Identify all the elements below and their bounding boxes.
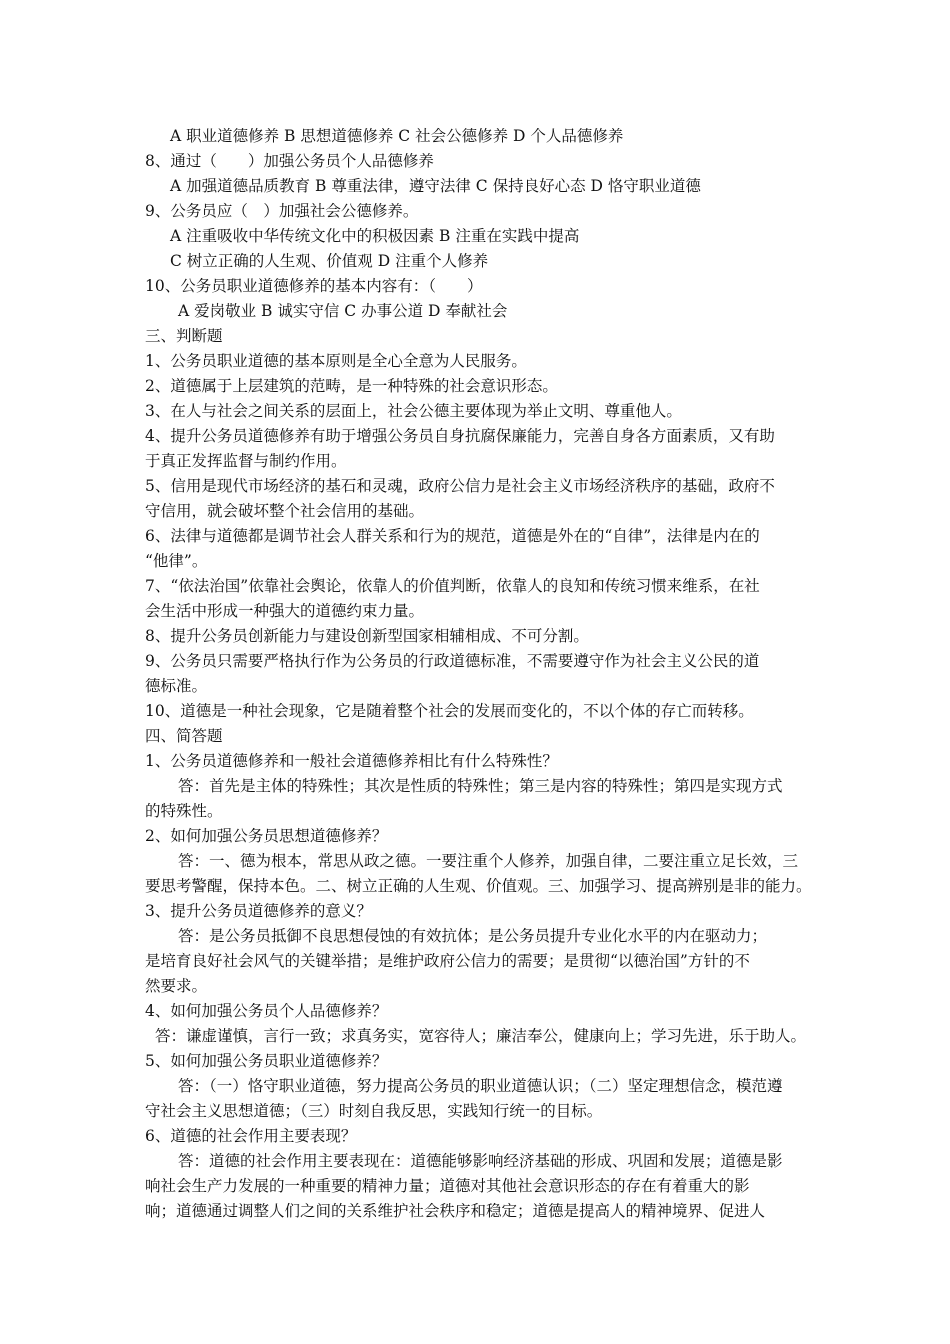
option-line-q8: A 加强道德品质教育 B 尊重法律，遵守法律 C 保持良好心态 D 恪守职业道德 <box>170 177 701 195</box>
section-heading-judgement: 三、判断题 <box>145 327 223 345</box>
answer-1-line2: 的特殊性。 <box>145 802 223 820</box>
judgement-9-line1: 9、公务员只需要严格执行作为公务员的行政道德标准，不需要遵守作为社会主义公民的道 <box>145 652 760 670</box>
answer-2-line2: 要思考警醒，保持本色。二、树立正确的人生观、价值观。三、加强学习、提高辨别是非的能力。 <box>145 877 812 895</box>
question-9: 9、公务员应（ ）加强社会公德修养。 <box>145 202 419 220</box>
answer-5-line2: 守社会主义思想道德；（三）时刻自我反思，实践知行统一的目标。 <box>145 1102 603 1120</box>
judgement-7-line1: 7、“依法治国”依靠社会舆论，依靠人的价值判断，依靠人的良知和传统习惯来维系，在社 <box>145 577 760 595</box>
judgement-6-line2: “他律”。 <box>145 552 208 570</box>
judgement-1: 1、公务员职业道德的基本原则是全心全意为人民服务。 <box>145 352 527 370</box>
short-question-4: 4、如何加强公务员个人品德修养？ <box>145 1002 388 1020</box>
short-question-1: 1、公务员道德修养和一般社会道德修养相比有什么特殊性？ <box>145 752 558 770</box>
option-line-q9-1: A 注重吸收中华传统文化中的积极因素 B 注重在实践中提高 <box>170 227 580 245</box>
answer-4: 答：谦虚谨慎，言行一致；求真务实，宽容待人；廉洁奉公，健康向上；学习先进，乐于助人。 <box>155 1027 807 1045</box>
judgement-5-line2: 守信用，就会破坏整个社会信用的基础。 <box>145 502 425 520</box>
answer-5-line1: 答：（一）恪守职业道德，努力提高公务员的职业道德认识；（二）坚定理想信念，模范遵 <box>178 1077 783 1095</box>
question-8: 8、通过（ ）加强公务员个人品德修养 <box>145 152 434 170</box>
option-line-q9-2: C 树立正确的人生观、价值观 D 注重个人修养 <box>170 252 489 270</box>
option-line-q10: A 爱岗敬业 B 诚实守信 C 办事公道 D 奉献社会 <box>178 302 508 320</box>
judgement-10: 10、道德是一种社会现象，它是随着整个社会的发展而变化的，不以个体的存亡而转移。 <box>145 702 754 720</box>
short-question-2: 2、如何加强公务员思想道德修养？ <box>145 827 388 845</box>
answer-6-line1: 答：道德的社会作用主要表现在：道德能够影响经济基础的形成、巩固和发展；道德是影 <box>178 1152 783 1170</box>
answer-2-line1: 答：一、德为根本，常思从政之德。一要注重个人修养，加强自律，二要注重立足长效，三 <box>178 852 799 870</box>
short-question-6: 6、道德的社会作用主要表现？ <box>145 1127 357 1145</box>
answer-1-line1: 答：首先是主体的特殊性；其次是性质的特殊性；第三是内容的特殊性；第四是实现方式 <box>178 777 783 795</box>
answer-6-line2: 响社会生产力发展的一种重要的精神力量；道德对其他社会意识形态的存在有着重大的影 <box>145 1177 750 1195</box>
section-heading-short-answer: 四、简答题 <box>145 727 223 745</box>
short-question-5: 5、如何加强公务员职业道德修养？ <box>145 1052 388 1070</box>
judgement-7-line2: 会生活中形成一种强大的道德约束力量。 <box>145 602 425 620</box>
judgement-4-line1: 4、提升公务员道德修养有助于增强公务员自身抗腐保廉能力，完善自身各方面素质，又有助 <box>145 427 775 445</box>
judgement-9-line2: 德标准。 <box>145 677 208 695</box>
judgement-6-line1: 6、法律与道德都是调节社会人群关系和行为的规范，道德是外在的“自律”，法律是内在的 <box>145 527 760 545</box>
short-question-3: 3、提升公务员道德修养的意义？ <box>145 902 372 920</box>
option-line-q7: A 职业道德修养 B 思想道德修养 C 社会公德修养 D 个人品德修养 <box>170 127 624 145</box>
answer-6-line3: 响；道德通过调整人们之间的关系维护社会秩序和稳定；道德是提高人的精神境界、促进人 <box>145 1202 766 1220</box>
answer-3-line1: 答：是公务员抵御不良思想侵蚀的有效抗体；是公务员提升专业化水平的内在驱动力； <box>178 927 768 945</box>
judgement-5-line1: 5、信用是现代市场经济的基石和灵魂，政府公信力是社会主义市场经济秩序的基础，政府不 <box>145 477 775 495</box>
judgement-3: 3、在人与社会之间关系的层面上，社会公德主要体现为举止文明、尊重他人。 <box>145 402 682 420</box>
question-10: 10、公务员职业道德修养的基本内容有：（ ） <box>145 277 483 295</box>
answer-3-line2: 是培育良好社会风气的关键举措；是维护政府公信力的需要；是贯彻“以德治国”方针的不 <box>145 952 750 970</box>
judgement-2: 2、道德属于上层建筑的范畴，是一种特殊的社会意识形态。 <box>145 377 558 395</box>
judgement-8: 8、提升公务员创新能力与建设创新型国家相辅相成、不可分割。 <box>145 627 589 645</box>
judgement-4-line2: 于真正发挥监督与制约作用。 <box>145 452 347 470</box>
answer-3-line3: 然要求。 <box>145 977 208 995</box>
